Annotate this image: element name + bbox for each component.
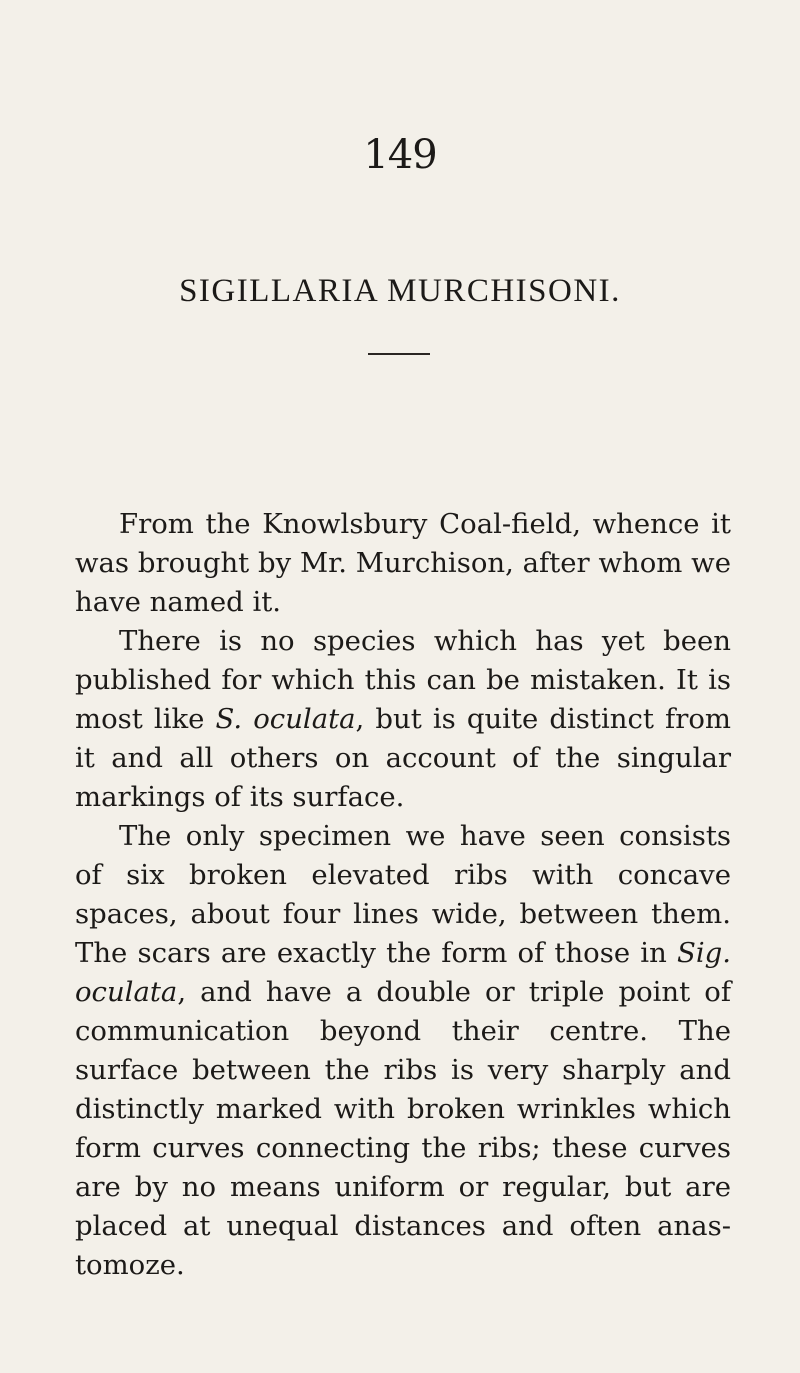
paragraph bbox=[75, 505, 731, 622]
paragraph-text: , but is quite distinct from it and all others on account of the singular markings of its surface. bbox=[75, 703, 731, 813]
page-number: 149 bbox=[363, 132, 437, 178]
paragraph bbox=[75, 622, 731, 817]
species-name: Sig. oculata bbox=[75, 937, 731, 1008]
paragraph bbox=[75, 817, 731, 1285]
paragraph-text: , and have a double or triple point of communication beyond their centre. The surface between the ribs is very sharply and distinctly marked with broken wrinkles which form curves connecting the ribs; these curves are by no means uniform or regular, but are placed at unequal distances and often anas-tomoze. bbox=[75, 976, 731, 1281]
paragraph-text: The only specimen we have seen consists of six broken elevated ribs with concave spaces, about four lines wide, between them. The scars are exactly the form of those in bbox=[75, 820, 731, 969]
species-name: S. oculata bbox=[215, 703, 356, 735]
paragraph-text: From the Knowlsbury Coal-field, whence it was brought by Mr. Murchison, after whom we have named it. bbox=[75, 508, 731, 618]
paragraph-text: There is no species which has yet been published for which this can be mistaken. It is most like bbox=[75, 625, 731, 735]
body-text bbox=[75, 505, 731, 1285]
title-divider bbox=[368, 353, 430, 355]
page-title: SIGILLARIA MURCHISONI. bbox=[179, 273, 621, 309]
